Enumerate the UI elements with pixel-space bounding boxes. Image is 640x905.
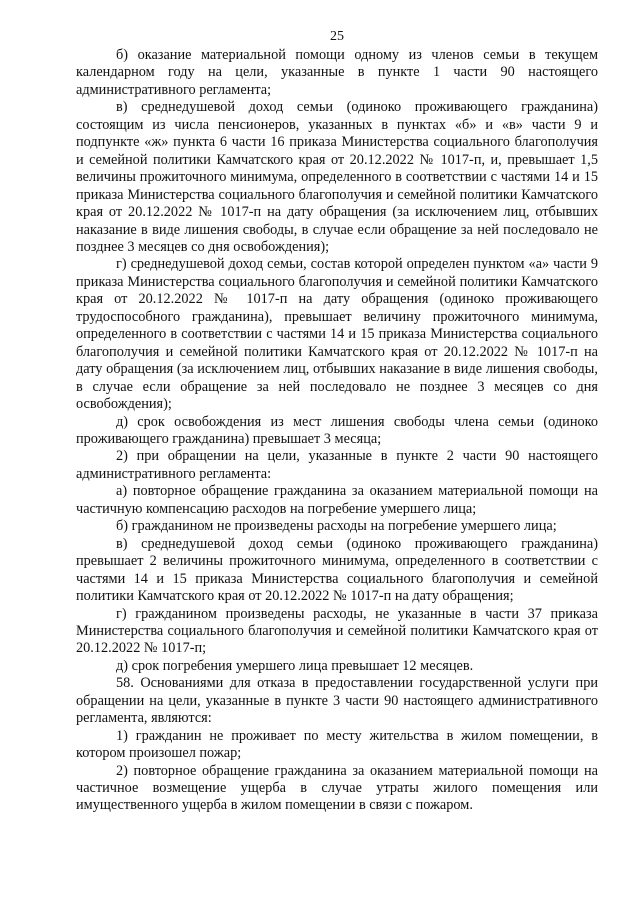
page-number: 25 — [330, 29, 344, 44]
document-page — [76, 28, 598, 815]
paragraph-b-material-help: б) оказание материальной помощи одному из членов семьи в текущем календарном году на цели, указанные в пункте 1 части 90 настоящего административного регламента; — [76, 47, 598, 98]
paragraph-g-other-expenses: г) гражданином произведены расходы, не указанные в части 37 приказа Министерства социального благополучия и семейной политики Камчатского края от 20.12.2022 № 1017-п; — [76, 605, 598, 657]
paragraph-58-refusal-grounds: 58. Основаниями для отказа в предоставлении государственной услуги при обращении на цели, указанные в пункте 3 части 90 настоящего административного регламента, являются: — [76, 675, 598, 727]
paragraph-1-not-residing: 1) гражданин не проживает по месту жительства в жилом помещении, в котором произошел пожар; — [76, 727, 598, 762]
paragraph-v-pensioners-income: в) среднедушевой доход семьи (одиноко проживающего гражданина) состоящим из числа пенсионеров, указанных в пунктах «б» и «в» части 9 и подпункте «ж» пункта 6 части 16 приказа Министерства социального благополучия и семейной политики Камчатского края от 20.12.2022 № 1017-п, и, превышает 1,5 величины прожиточного минимума, определенного в соответствии с частями 14 и 15 приказа Министерства социального благополучия и семейной политики Камчатского края от 20.12.2022 № 1017-п на дату обращения (за исключением лиц, отбывших наказание в виде лишения свободы, в случае если обращение за ней последовало не позднее 3 месяцев со дня освобождения); — [76, 99, 598, 255]
paragraph-d-release-term: д) срок освобождения из мест лишения свободы члена семьи (одиноко проживающего гражданина) превышает 3 месяца; — [76, 413, 598, 447]
paragraph-a-repeat-request: а) повторное обращение гражданина за оказанием материальной помощи на частичную компенсацию расходов на погребение умершего лица; — [76, 483, 598, 517]
paragraph-b-no-expenses: б) гражданином не произведены расходы на погребение умершего лица; — [116, 518, 557, 535]
paragraph-d-burial-term: д) срок погребения умершего лица превышает 12 месяцев. — [116, 657, 474, 674]
paragraph-v-income-exceeds: в) среднедушевой доход семьи (одиноко проживающего гражданина) превышает 2 величины прожиточного минимума, определенного в соответствии с частями 14 и 15 приказа Министерства социального благополучия и семейной политики Камчатского края от 20.12.2022 № 1017-п на дату обращения; — [76, 535, 598, 605]
paragraph-2-repeat-fire-request: 2) повторное обращение гражданина за оказанием материальной помощи на частичное возмещение ущерба в случае утраты жилого помещения или имущественного ущерба в жилом помещении в связи с пожаром. — [76, 762, 598, 814]
paragraph-g-family-income: г) среднедушевой доход семьи, состав которой определен пунктом «а» части 9 приказа Министерства социального благополучия и семейной политики Камчатского края от 20.12.2022 № 1017-п на дату обращения (одиноко проживающего трудоспособного гражданина), превышает величину прожиточного минимума, определенного в соответствии с частями 14 и 15 приказа Министерства социального благополучия и семейной политики Камчатского края от 20.12.2022 № 1017-п на дату обращения (за исключением лиц, отбывших наказание в виде лишения свободы, в случае если обращение за ней последовало не позднее 3 месяцев со дня освобождения); — [76, 256, 598, 413]
paragraph-2-burial-purpose: 2) при обращении на цели, указанные в пункте 2 части 90 настоящего административного регламента: — [76, 448, 598, 482]
